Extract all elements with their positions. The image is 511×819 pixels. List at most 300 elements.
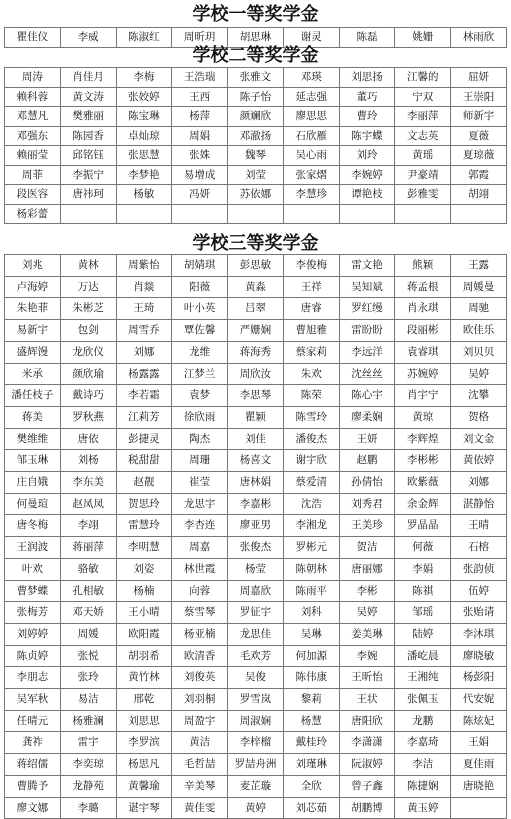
name-cell: 陈伟康: [283, 667, 339, 689]
name-cell: 熊颖: [395, 255, 451, 277]
name-cell: 周雪乔: [116, 320, 172, 342]
name-cell: 罗雪岚: [228, 689, 284, 711]
name-cell: 朱艳菲: [5, 298, 61, 320]
name-cell: 周媛: [60, 623, 116, 645]
name-cell: 王祥: [283, 276, 339, 298]
name-cell: 周欣汝: [228, 363, 284, 385]
name-cell: 湛静怡: [451, 493, 507, 515]
name-cell: 赵凤凤: [60, 493, 116, 515]
name-cell: 胡思琳: [228, 28, 284, 48]
name-cell: 龚祚: [5, 732, 61, 754]
name-cell: 肖佳月: [60, 68, 116, 88]
name-cell: 曹玲: [339, 107, 395, 127]
name-cell: 伍婷: [451, 580, 507, 602]
name-cell: 王浩瑞: [172, 68, 228, 88]
table-row: [5, 107, 507, 127]
name-cell: 李若霜: [116, 385, 172, 407]
name-cell: 樊雅丽: [60, 107, 116, 127]
name-cell: 李振宁: [60, 165, 116, 185]
name-cell: 李杏连: [172, 515, 228, 537]
name-cell: 刘娜: [451, 472, 507, 494]
name-cell: 李威: [60, 28, 116, 48]
name-cell: 杨慧: [283, 710, 339, 732]
name-cell: 廖思思: [283, 107, 339, 127]
name-cell: 李彬: [339, 580, 395, 602]
name-cell: 李思琴: [228, 385, 284, 407]
name-cell: 周嘉: [172, 537, 228, 559]
name-cell: 瞿佳仪: [5, 28, 61, 48]
name-cell: 林雨欣: [451, 28, 507, 48]
name-cell: 黄佳雯: [172, 797, 228, 819]
name-cell: 曹腾予: [5, 775, 61, 797]
name-cell: 谌宇琴: [116, 797, 172, 819]
name-cell: 张思慧: [116, 146, 172, 166]
name-cell: 杨彩蕾: [5, 204, 61, 224]
name-cell: 杨亚楠: [172, 623, 228, 645]
name-cell: 刘娜: [116, 341, 172, 363]
name-cell: 杨思凡: [116, 754, 172, 776]
name-cell: 李朋志: [5, 667, 61, 689]
name-cell: 唐依: [60, 428, 116, 450]
name-cell: 潘任枝子: [5, 385, 61, 407]
name-cell: 唐林娟: [228, 472, 284, 494]
name-cell: 龙维: [172, 341, 228, 363]
name-cell: 蔡爱清: [283, 472, 339, 494]
name-cell: 罗晶晶: [395, 515, 451, 537]
name-cell: 石欣雁: [283, 126, 339, 146]
name-cell: 易增成: [172, 165, 228, 185]
name-cell: 易新宇: [5, 320, 61, 342]
table-row: [5, 428, 507, 450]
table-row: [5, 363, 507, 385]
name-cell: 邹玉琳: [5, 450, 61, 472]
name-cell: 肖燚: [116, 276, 172, 298]
name-cell: 姜美琳: [339, 623, 395, 645]
name-cell: 刘姿: [116, 558, 172, 580]
table-row: [5, 185, 507, 205]
name-cell: 陈雨平: [283, 580, 339, 602]
name-cell: 吴知斌: [339, 276, 395, 298]
name-cell: 雷文艳: [339, 255, 395, 277]
name-cell: 沈攀: [451, 385, 507, 407]
name-cell: 蔡雪琴: [172, 602, 228, 624]
name-cell: 段医容: [5, 185, 61, 205]
name-cell: [339, 204, 395, 224]
name-cell: 欧阳霞: [116, 623, 172, 645]
second-class-table: [4, 67, 507, 224]
name-cell: 蔡家莉: [283, 341, 339, 363]
name-cell: 吴俊: [228, 667, 284, 689]
name-cell: 陈园香: [60, 126, 116, 146]
name-cell: 廖文娜: [5, 797, 61, 819]
name-cell: 阮淑婷: [339, 754, 395, 776]
name-cell: 黄瑶: [395, 146, 451, 166]
name-cell: 何薇: [395, 537, 451, 559]
name-cell: 余金辉: [395, 493, 451, 515]
table-row: [5, 623, 507, 645]
name-cell: 李东美: [60, 472, 116, 494]
name-cell: 李彬彬: [395, 450, 451, 472]
name-cell: 陈荣: [283, 385, 339, 407]
name-cell: 孔相敏: [60, 580, 116, 602]
name-cell: 刘瑾琳: [283, 754, 339, 776]
name-cell: 赵靓: [116, 472, 172, 494]
name-cell: 林世霞: [172, 558, 228, 580]
name-cell: 阳薇: [172, 276, 228, 298]
name-cell: 李奕琼: [60, 754, 116, 776]
name-cell: 胡婧琪: [172, 255, 228, 277]
name-cell: [451, 797, 507, 819]
table-row: [5, 689, 507, 711]
table-row: [5, 255, 507, 277]
name-cell: 龙鹏: [395, 710, 451, 732]
name-cell: 戴诗巧: [60, 385, 116, 407]
table-row: [5, 165, 507, 185]
name-cell: 瞿颖: [228, 406, 284, 428]
name-cell: 龙静苑: [60, 775, 116, 797]
name-cell: 黄文涛: [60, 87, 116, 107]
name-cell: 陈宝琳: [116, 107, 172, 127]
name-cell: 肖永琪: [395, 298, 451, 320]
name-cell: [172, 204, 228, 224]
name-cell: 李嘉琦: [395, 732, 451, 754]
table-row: [5, 667, 507, 689]
name-cell: 邓澈扬: [228, 126, 284, 146]
name-cell: 刘莹: [228, 165, 284, 185]
name-cell: 李潇潇: [339, 732, 395, 754]
name-cell: 王小晴: [116, 602, 172, 624]
name-cell: 吴琳: [283, 623, 339, 645]
name-cell: 江梦兰: [172, 363, 228, 385]
name-cell: 全欣: [283, 775, 339, 797]
name-cell: 张俊杰: [228, 537, 284, 559]
name-cell: 毛欢芳: [228, 645, 284, 667]
name-cell: 段丽彬: [395, 320, 451, 342]
name-cell: 夏琼薇: [451, 146, 507, 166]
name-cell: 颜斓欣: [228, 107, 284, 127]
name-cell: 贺洁: [339, 537, 395, 559]
name-cell: 冯妍: [172, 185, 228, 205]
name-cell: 刘羽桐: [172, 689, 228, 711]
name-cell: 盛辉馒: [5, 341, 61, 363]
name-cell: 李梓榴: [228, 732, 284, 754]
name-cell: 刘科: [283, 602, 339, 624]
name-cell: 胡羽希: [116, 645, 172, 667]
table-row: [5, 754, 507, 776]
name-cell: 姚姗: [395, 28, 451, 48]
name-cell: 李翊: [60, 515, 116, 537]
name-cell: 肖宇宁: [395, 385, 451, 407]
name-cell: 吴婷: [451, 363, 507, 385]
name-cell: 杨喜文: [228, 450, 284, 472]
name-cell: 何曼瑄: [5, 493, 61, 515]
name-cell: 叶小英: [172, 298, 228, 320]
name-cell: 陈磊: [339, 28, 395, 48]
name-cell: 王润波: [5, 537, 61, 559]
name-cell: 王美珍: [339, 515, 395, 537]
name-cell: 石榕: [451, 537, 507, 559]
name-cell: 樊维维: [5, 428, 61, 450]
name-cell: 陆婷: [395, 623, 451, 645]
name-cell: 唐祎珂: [60, 185, 116, 205]
name-cell: 徐欣雨: [172, 406, 228, 428]
name-cell: 陈心宇: [339, 385, 395, 407]
name-cell: 蒋绍儒: [5, 754, 61, 776]
name-cell: 骆敏: [60, 558, 116, 580]
table-row: [5, 645, 507, 667]
name-cell: 崔莹: [172, 472, 228, 494]
name-cell: 唐丽娜: [339, 558, 395, 580]
table-row: [5, 775, 507, 797]
name-cell: 李慧珍: [283, 185, 339, 205]
name-cell: 陈宇蝶: [339, 126, 395, 146]
name-cell: 雷宇: [60, 732, 116, 754]
name-cell: 黄依婷: [451, 450, 507, 472]
name-cell: 苏婉婷: [395, 363, 451, 385]
name-cell: 刘芯茹: [283, 797, 339, 819]
name-cell: 李娟: [395, 558, 451, 580]
name-cell: 黄婷: [228, 797, 284, 819]
name-cell: 胡翊: [451, 185, 507, 205]
name-cell: 魏琴: [228, 146, 284, 166]
table-row: [5, 797, 507, 819]
name-cell: 杨楠: [116, 580, 172, 602]
table-row: [5, 204, 507, 224]
name-cell: 蒋丽萍: [60, 537, 116, 559]
name-cell: 黄馨瑜: [116, 775, 172, 797]
name-cell: 李梅: [116, 68, 172, 88]
name-cell: 潘屹晨: [395, 645, 451, 667]
name-cell: 罗征宇: [228, 602, 284, 624]
name-cell: 周紫怡: [116, 255, 172, 277]
name-cell: 戴桂玲: [283, 732, 339, 754]
name-cell: 代安妮: [451, 689, 507, 711]
name-cell: 张家熠: [283, 165, 339, 185]
name-cell: 蒋海秀: [228, 341, 284, 363]
name-cell: 吴心雨: [283, 146, 339, 166]
name-cell: 卓灿琼: [116, 126, 172, 146]
name-cell: 罗彬元: [283, 537, 339, 559]
name-cell: 刘文金: [451, 428, 507, 450]
name-cell: 任晴元: [5, 710, 61, 732]
name-cell: 苏依娜: [228, 185, 284, 205]
name-cell: 黄玉婷: [395, 797, 451, 819]
name-cell: 陶杰: [172, 428, 228, 450]
name-cell: 卢海婷: [5, 276, 61, 298]
name-cell: 周娟: [172, 126, 228, 146]
name-cell: 谢灵: [283, 28, 339, 48]
name-cell: 何加源: [283, 645, 339, 667]
name-cell: 李俊梅: [283, 255, 339, 277]
name-cell: 江馨的: [395, 68, 451, 88]
name-cell: 张雅文: [228, 68, 284, 88]
name-cell: 刘思思: [116, 710, 172, 732]
name-cell: 张姣婷: [116, 87, 172, 107]
table-row: [5, 385, 507, 407]
table-row: [5, 493, 507, 515]
name-cell: 李婉婷: [339, 165, 395, 185]
name-cell: 覃佐馨: [172, 320, 228, 342]
name-cell: 夏薇: [451, 126, 507, 146]
name-cell: 黄洁: [172, 732, 228, 754]
name-cell: 叶欢: [5, 558, 61, 580]
name-cell: [116, 204, 172, 224]
name-cell: 袁睿琪: [395, 341, 451, 363]
name-cell: 周菲: [5, 165, 61, 185]
name-cell: 包剑: [60, 320, 116, 342]
name-cell: 屈妍: [451, 68, 507, 88]
name-cell: 李罗滨: [116, 732, 172, 754]
table-row: [5, 515, 507, 537]
table-row: [5, 341, 507, 363]
name-cell: 吕翠: [228, 298, 284, 320]
table-row: [5, 450, 507, 472]
name-cell: 黎莉: [283, 689, 339, 711]
name-cell: 陈捷娴: [395, 775, 451, 797]
name-cell: 李嘉彬: [228, 493, 284, 515]
table-row: [5, 580, 507, 602]
name-cell: 李洁: [395, 754, 451, 776]
name-cell: 陈祺: [395, 580, 451, 602]
name-cell: 王妍: [339, 428, 395, 450]
name-cell: 李沐琪: [451, 623, 507, 645]
name-cell: [60, 204, 116, 224]
name-cell: 李丽萍: [395, 107, 451, 127]
name-cell: 陈淑红: [116, 28, 172, 48]
name-cell: 张玲: [60, 667, 116, 689]
name-cell: 刘贝贝: [451, 341, 507, 363]
name-cell: 杨莹: [228, 558, 284, 580]
name-cell: 王湘纯: [395, 667, 451, 689]
name-cell: 彭雅雯: [395, 185, 451, 205]
name-cell: 李湘龙: [283, 515, 339, 537]
name-cell: 邹瑶: [395, 602, 451, 624]
name-cell: 张贻请: [451, 602, 507, 624]
name-cell: 黄琼: [395, 406, 451, 428]
name-cell: 陈雪玲: [283, 406, 339, 428]
name-cell: 罗红缦: [339, 298, 395, 320]
name-cell: 杨敏: [116, 185, 172, 205]
name-cell: 陈朝林: [283, 558, 339, 580]
name-cell: 吴军秋: [5, 689, 61, 711]
name-cell: 邓慧凡: [5, 107, 61, 127]
name-cell: 辛美琴: [172, 775, 228, 797]
third-class-table: [4, 254, 507, 819]
name-cell: 龙欣仪: [60, 341, 116, 363]
name-cell: 龙思佳: [228, 623, 284, 645]
name-cell: 谢宇欣: [283, 450, 339, 472]
name-cell: 周昕玥: [172, 28, 228, 48]
name-cell: 张韵侦: [451, 558, 507, 580]
name-cell: 周淑娴: [228, 710, 284, 732]
name-cell: 彭思敏: [228, 255, 284, 277]
name-cell: 邱铭钰: [60, 146, 116, 166]
table-row: [5, 126, 507, 146]
name-cell: 米承: [5, 363, 61, 385]
name-cell: 沈丝丝: [339, 363, 395, 385]
name-cell: 杨露露: [116, 363, 172, 385]
name-cell: 蒋孟根: [395, 276, 451, 298]
name-cell: 杨彭阳: [451, 667, 507, 689]
name-cell: 颜欣瑜: [60, 363, 116, 385]
name-cell: 万达: [60, 276, 116, 298]
name-cell: 赵鹏: [339, 450, 395, 472]
name-cell: 郭霞: [451, 165, 507, 185]
name-cell: 曹旭雅: [283, 320, 339, 342]
name-cell: 廖亚男: [228, 515, 284, 537]
table-row: [5, 320, 507, 342]
name-cell: 胡鹏博: [339, 797, 395, 819]
name-cell: 曹梦蝶: [5, 580, 61, 602]
name-cell: 曾子鑫: [339, 775, 395, 797]
name-cell: 贺思玲: [116, 493, 172, 515]
name-cell: 张姝: [172, 146, 228, 166]
name-cell: 王崇阳: [451, 87, 507, 107]
table-row: [5, 558, 507, 580]
name-cell: 龙思宇: [172, 493, 228, 515]
name-cell: 宁双: [395, 87, 451, 107]
name-cell: [395, 204, 451, 224]
name-cell: [228, 204, 284, 224]
table-row: [5, 472, 507, 494]
name-cell: 周嘉欣: [228, 580, 284, 602]
table-row: [5, 298, 507, 320]
name-cell: 邓天娇: [60, 602, 116, 624]
name-cell: 刘玲: [339, 146, 395, 166]
name-cell: 赖丽莹: [5, 146, 61, 166]
name-cell: 李梦艳: [116, 165, 172, 185]
table-row: [5, 146, 507, 166]
name-cell: 张悦: [60, 645, 116, 667]
name-cell: 廖柔娴: [339, 406, 395, 428]
name-cell: 李婉: [339, 645, 395, 667]
name-cell: 黄淼: [228, 276, 284, 298]
name-cell: [283, 204, 339, 224]
name-cell: 唐冬梅: [5, 515, 61, 537]
name-cell: [451, 204, 507, 224]
name-cell: 刘俊英: [172, 667, 228, 689]
name-cell: 唐晓艳: [451, 775, 507, 797]
name-cell: 袁梦: [172, 385, 228, 407]
section-title-third-class: 学校三等奖学金: [192, 233, 319, 254]
table-row: [5, 537, 507, 559]
name-cell: 贺格: [451, 406, 507, 428]
name-cell: 雷盼盼: [339, 320, 395, 342]
name-cell: 王露: [451, 255, 507, 277]
name-cell: 邓瑛: [283, 68, 339, 88]
name-cell: 董巧: [339, 87, 395, 107]
name-cell: 刘婷婷: [5, 623, 61, 645]
name-cell: 王状: [339, 689, 395, 711]
name-cell: 陈子怡: [228, 87, 284, 107]
name-cell: 朱彬芝: [60, 298, 116, 320]
name-cell: 谭艳枝: [339, 185, 395, 205]
name-cell: 王晴: [451, 515, 507, 537]
table-row: [5, 68, 507, 88]
name-cell: 罗喆舟洲: [228, 754, 284, 776]
name-cell: 潘俊杰: [283, 428, 339, 450]
name-cell: 刘兆: [5, 255, 61, 277]
name-cell: 蒋美: [5, 406, 61, 428]
name-cell: 罗秋燕: [60, 406, 116, 428]
name-cell: 彭捷灵: [116, 428, 172, 450]
name-cell: 陈炫妃: [451, 710, 507, 732]
name-cell: 师新宇: [451, 107, 507, 127]
table-row: [5, 276, 507, 298]
name-cell: 毛哲喆: [172, 754, 228, 776]
name-cell: 黄竹林: [116, 667, 172, 689]
name-cell: 周盈宇: [172, 710, 228, 732]
